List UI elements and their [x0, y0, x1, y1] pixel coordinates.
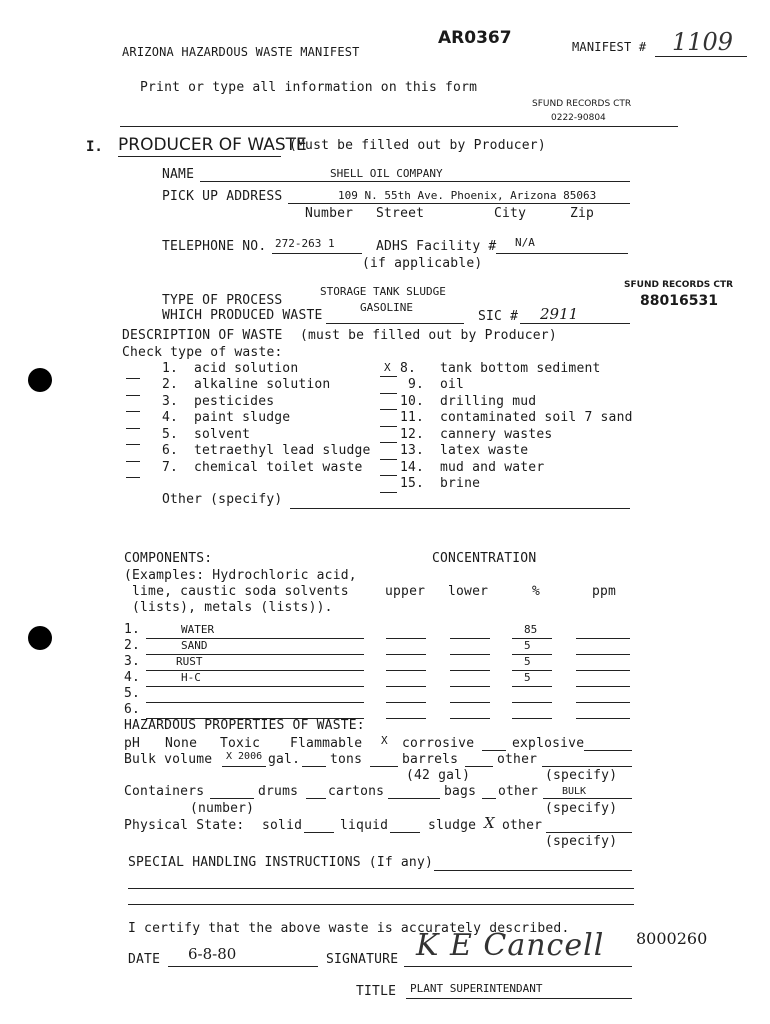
component-pct-3: 5 [524, 655, 531, 668]
waste-mark-8: X [384, 361, 391, 374]
section-number: I. [86, 139, 103, 155]
sic-value: 2911 [540, 305, 579, 323]
components-example-3: (lists), metals (lists)). [132, 600, 333, 615]
date-value: 6-8-80 [188, 945, 237, 963]
waste-num-6: 6. [162, 443, 179, 458]
if-applicable: (if applicable) [362, 256, 483, 271]
waste-label-5: solvent [194, 427, 251, 442]
other-volume-label: other [497, 752, 538, 767]
form-title: ARIZONA HAZARDOUS WASTE MANIFEST [122, 45, 360, 59]
component-num-4: 4. [124, 670, 141, 685]
waste-label-2: alkaline solution [194, 377, 331, 392]
waste-num-8: 8. [400, 361, 417, 376]
signature-value: K E Cancell [416, 928, 605, 963]
components-title: COMPONENTS: [124, 551, 213, 566]
waste-label-1: acid solution [194, 361, 299, 376]
flammable-mark: X [381, 734, 388, 747]
components-example-2: lime, caustic soda solvents [132, 584, 349, 599]
component-pct-1: 85 [524, 623, 538, 636]
date-label: DATE [128, 952, 161, 967]
manifest-label: MANIFEST # [572, 40, 647, 54]
description-note: (must be filled out by Producer) [300, 328, 557, 343]
certify-text: I certify that the above waste is accurately described. [128, 921, 570, 936]
col-ppm: ppm [592, 584, 617, 599]
specify-physical: (specify) [545, 834, 618, 849]
component-name-2: SAND [181, 639, 208, 652]
corrosive-label: corrosive [402, 736, 475, 751]
component-num-3: 3. [124, 654, 141, 669]
physical-state-label: Physical State: [124, 818, 245, 833]
description-title: DESCRIPTION OF WASTE [122, 328, 283, 343]
barrels-label: barrels [402, 752, 459, 767]
waste-num-9: 9. [408, 377, 425, 392]
sub-street: Street [376, 206, 425, 221]
signature-label: SIGNATURE [326, 952, 399, 967]
component-num-1: 1. [124, 622, 141, 637]
gal-label: gal. [268, 752, 301, 767]
waste-num-10: 10. [400, 394, 425, 409]
component-num-6: 6. [124, 702, 141, 717]
sfund-stamp-number: 88016531 [640, 293, 718, 309]
bags-label: bags [444, 784, 477, 799]
waste-num-1: 1. [162, 361, 179, 376]
concentration-title: CONCENTRATION [432, 551, 537, 566]
drums-label: drums [258, 784, 299, 799]
pickup-value: 109 N. 55th Ave. Phoenix, Arizona 85063 [338, 189, 597, 202]
tons-label: tons [330, 752, 363, 767]
waste-num-15: 15. [400, 476, 425, 491]
waste-label-12: cannery wastes [440, 427, 553, 442]
name-label: NAME [162, 167, 195, 182]
adhs-value: N/A [515, 236, 535, 249]
pickup-label: PICK UP ADDRESS [162, 189, 283, 204]
cartons-label: cartons [328, 784, 385, 799]
component-num-2: 2. [124, 638, 141, 653]
process-value-1: STORAGE TANK SLUDGE [320, 285, 446, 298]
waste-num-11: 11. [400, 410, 425, 425]
binder-hole-bottom [28, 626, 52, 650]
waste-label-13: latex waste [440, 443, 529, 458]
sub-number: Number [305, 206, 354, 221]
waste-label-15: brine [440, 476, 481, 491]
adhs-label: ADHS Facility # [376, 239, 497, 254]
title-label: TITLE [356, 984, 397, 999]
waste-num-12: 12. [400, 427, 425, 442]
phone-value: 272-263 1 [275, 237, 335, 250]
waste-num-5: 5. [162, 427, 179, 442]
waste-num-13: 13. [400, 443, 425, 458]
containers-label: Containers [124, 784, 205, 799]
none-label: None [165, 736, 198, 751]
component-name-3: RUST [176, 655, 203, 668]
sludge-label: sludge [428, 818, 477, 833]
component-pct-4: 5 [524, 671, 531, 684]
waste-num-2: 2. [162, 377, 179, 392]
waste-num-14: 14. [400, 460, 425, 475]
sfund-header-code: 0222-90804 [551, 113, 606, 123]
waste-label-7: chemical toilet waste [194, 460, 363, 475]
liquid-label: liquid [340, 818, 389, 833]
sludge-mark: X [484, 814, 495, 832]
explosive-label: explosive [512, 736, 585, 751]
waste-num-3: 3. [162, 394, 179, 409]
number-label: (number) [190, 801, 255, 816]
gal42-label: (42 gal) [406, 768, 471, 783]
waste-label-4: paint sludge [194, 410, 291, 425]
waste-label-8: tank bottom sediment [440, 361, 601, 376]
col-lower: lower [448, 584, 489, 599]
physical-other-label: other [502, 818, 543, 833]
instruction-text: Print or type all information on this form [140, 80, 478, 95]
toxic-label: Toxic [220, 736, 261, 751]
section-note: (Must be filled out by Producer) [289, 138, 546, 153]
process-label-1: TYPE OF PROCESS [162, 293, 283, 308]
waste-label-14: mud and water [440, 460, 545, 475]
component-name-4: H-C [181, 671, 201, 684]
phone-label: TELEPHONE NO. [162, 239, 267, 254]
containers-value: BULK [562, 786, 587, 797]
sfund-header-label: SFUND RECORDS CTR [532, 99, 632, 109]
solid-label: solid [262, 818, 303, 833]
special-handling-label: SPECIAL HANDLING INSTRUCTIONS (If any) [128, 855, 434, 870]
containers-other-label: other [498, 784, 539, 799]
sub-zip: Zip [570, 206, 595, 221]
ph-label: pH [124, 736, 141, 751]
title-value: PLANT SUPERINTENDANT [410, 982, 543, 995]
top-stamp-number: AR0367 [438, 28, 512, 48]
section-title: PRODUCER OF WASTE [118, 135, 307, 155]
doc-number: 8000260 [636, 929, 708, 948]
check-type: Check type of waste: [122, 345, 283, 360]
process-value-2: GASOLINE [360, 301, 413, 314]
manifest-number: 1109 [672, 28, 734, 56]
binder-hole-top [28, 368, 52, 392]
bulk-volume-label: Bulk volume [124, 752, 213, 767]
waste-label-9: oil [440, 377, 465, 392]
name-value: SHELL OIL COMPANY [330, 167, 443, 180]
component-pct-2: 5 [524, 639, 531, 652]
hazard-title: HAZARDOUS PROPERTIES OF WASTE: [124, 718, 365, 733]
waste-label-10: drilling mud [440, 394, 537, 409]
process-label-2: WHICH PRODUCED WASTE [162, 308, 323, 323]
component-name-1: WATER [181, 623, 215, 636]
specify-volume: (specify) [545, 768, 618, 783]
col-upper: upper [385, 584, 426, 599]
sic-label: SIC # [478, 309, 519, 324]
waste-num-7: 7. [162, 460, 179, 475]
component-num-5: 5. [124, 686, 141, 701]
components-example-1: (Examples: Hydrochloric acid, [124, 568, 357, 583]
sub-city: City [494, 206, 527, 221]
col-pct: % [532, 584, 541, 599]
bulk-volume-value: X 2006 [226, 751, 263, 762]
waste-label-11: contaminated soil 7 sand [440, 410, 633, 425]
waste-label-6: tetraethyl lead sludge [194, 443, 371, 458]
flammable-label: Flammable [290, 736, 363, 751]
other-specify-label: Other (specify) [162, 492, 283, 507]
sfund-stamp-label: SFUND RECORDS CTR [624, 280, 734, 290]
waste-label-3: pesticides [194, 394, 275, 409]
specify-containers: (specify) [545, 801, 618, 816]
waste-num-4: 4. [162, 410, 179, 425]
